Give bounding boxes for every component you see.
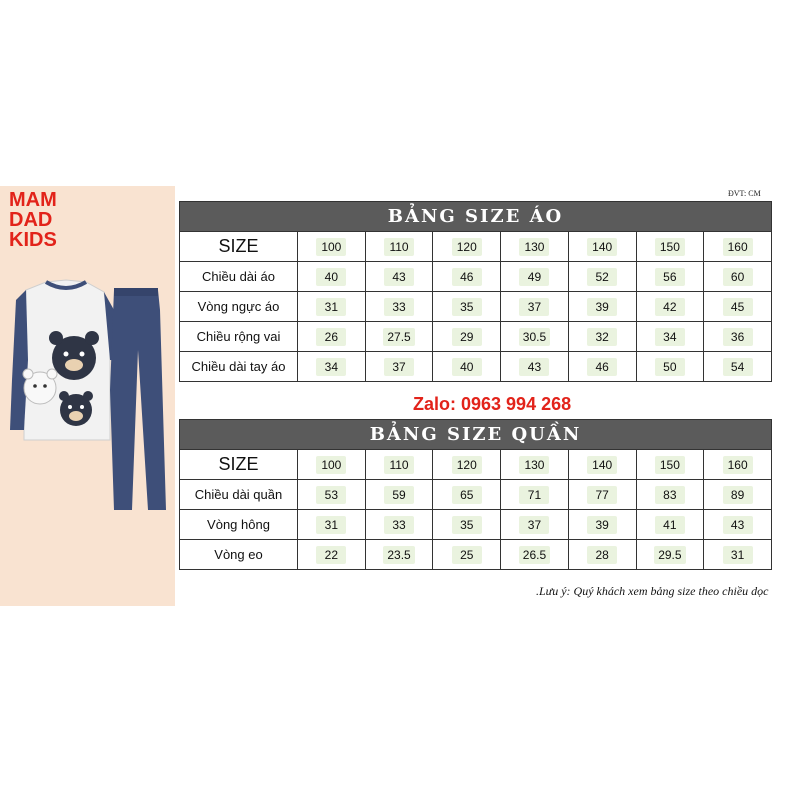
table-cell: 83 <box>655 486 685 504</box>
table-cell: 26 <box>316 328 346 346</box>
table-cell: 29.5 <box>654 546 685 564</box>
table-cell: 77 <box>587 486 617 504</box>
table-cell: 50 <box>655 358 685 376</box>
table-cell: 35 <box>452 516 482 534</box>
row-label: Chiều dài quần <box>194 486 283 502</box>
shirt-size-table <box>179 201 772 382</box>
table-cell: 46 <box>452 268 482 286</box>
row-label: Vòng ngực áo <box>197 298 280 314</box>
table-cell: 31 <box>723 546 753 564</box>
table-cell: 53 <box>316 486 346 504</box>
table-cell: 65 <box>452 486 482 504</box>
table-cell: 37 <box>519 516 549 534</box>
unit-label: ĐVT: CM <box>728 189 761 198</box>
row-label: Chiều dài áo <box>202 268 275 284</box>
pants-table-title: BẢNG SIZE QUẦN <box>180 420 772 450</box>
size-value: 160 <box>723 238 753 256</box>
table-cell: 25 <box>452 546 482 564</box>
table-cell: 32 <box>587 328 617 346</box>
table-cell: 59 <box>384 486 414 504</box>
table-row <box>180 292 772 322</box>
pajama-set-illustration <box>6 270 174 520</box>
brand-line-2: DAD <box>9 209 53 231</box>
table-cell: 40 <box>452 358 482 376</box>
table-cell: 43 <box>384 268 414 286</box>
brand-line-3: KIDS <box>9 229 57 251</box>
table-cell: 54 <box>723 358 753 376</box>
size-value: 140 <box>587 456 617 474</box>
table-cell: 37 <box>519 298 549 316</box>
size-value: 120 <box>452 238 482 256</box>
row-label: Chiều dài tay áo <box>191 358 286 374</box>
table-cell: 43 <box>723 516 753 534</box>
size-value: 150 <box>655 238 685 256</box>
row-label: Vòng hông <box>207 516 270 532</box>
table-row <box>180 322 772 352</box>
row-label: Chiều rộng vai <box>196 328 281 344</box>
table-cell: 56 <box>655 268 685 286</box>
table-cell: 45 <box>723 298 753 316</box>
table-cell: 60 <box>723 268 753 286</box>
size-value: 110 <box>384 238 414 256</box>
table-cell: 43 <box>519 358 549 376</box>
size-value: 130 <box>519 456 549 474</box>
size-value: 100 <box>316 456 346 474</box>
size-value: 120 <box>452 456 482 474</box>
note-text: .Lưu ý: Quý khách xem bảng size theo chiều dọc <box>536 584 769 598</box>
table-cell: 49 <box>519 268 549 286</box>
pants-size-header-row <box>180 450 772 480</box>
table-row <box>180 480 772 510</box>
size-value: 100 <box>316 238 346 256</box>
table-cell: 39 <box>587 516 617 534</box>
pants-image <box>110 288 166 510</box>
table-row <box>180 510 772 540</box>
table-cell: 31 <box>316 298 346 316</box>
size-value: 110 <box>384 456 414 474</box>
shirt-table-title: BẢNG SIZE ÁO <box>180 202 772 232</box>
table-cell: 26.5 <box>519 546 550 564</box>
table-cell: 30.5 <box>519 328 550 346</box>
table-cell: 29 <box>452 328 482 346</box>
table-cell: 33 <box>384 516 414 534</box>
table-cell: 31 <box>316 516 346 534</box>
contact-text: Zalo: 0963 994 268 <box>413 394 572 414</box>
table-cell: 39 <box>587 298 617 316</box>
brand-logo <box>9 190 65 250</box>
table-cell: 36 <box>723 328 753 346</box>
table-row <box>180 352 772 382</box>
size-value: 150 <box>655 456 685 474</box>
table-cell: 27.5 <box>383 328 414 346</box>
table-cell: 40 <box>316 268 346 286</box>
table-cell: 34 <box>655 328 685 346</box>
size-value: 140 <box>587 238 617 256</box>
size-header: SIZE <box>218 454 259 474</box>
table-cell: 23.5 <box>383 546 414 564</box>
row-label: Vòng eo <box>214 546 263 562</box>
table-cell: 34 <box>316 358 346 376</box>
table-cell: 33 <box>384 298 414 316</box>
pants-size-table <box>179 419 772 570</box>
table-cell: 71 <box>519 486 549 504</box>
table-cell: 41 <box>655 516 685 534</box>
table-row <box>180 540 772 570</box>
shirt-table-title-row <box>180 202 772 232</box>
size-value: 130 <box>519 238 549 256</box>
table-cell: 37 <box>384 358 414 376</box>
pants-table-title-row <box>180 420 772 450</box>
shirt-size-header-row <box>180 232 772 262</box>
table-cell: 35 <box>452 298 482 316</box>
brand-line-1: MAM <box>9 189 57 211</box>
table-cell: 46 <box>587 358 617 376</box>
size-header: SIZE <box>218 236 259 256</box>
table-cell: 22 <box>316 546 346 564</box>
table-cell: 28 <box>587 546 617 564</box>
size-value: 160 <box>723 456 753 474</box>
table-cell: 89 <box>723 486 753 504</box>
table-cell: 52 <box>587 268 617 286</box>
table-cell: 42 <box>655 298 685 316</box>
table-row <box>180 262 772 292</box>
